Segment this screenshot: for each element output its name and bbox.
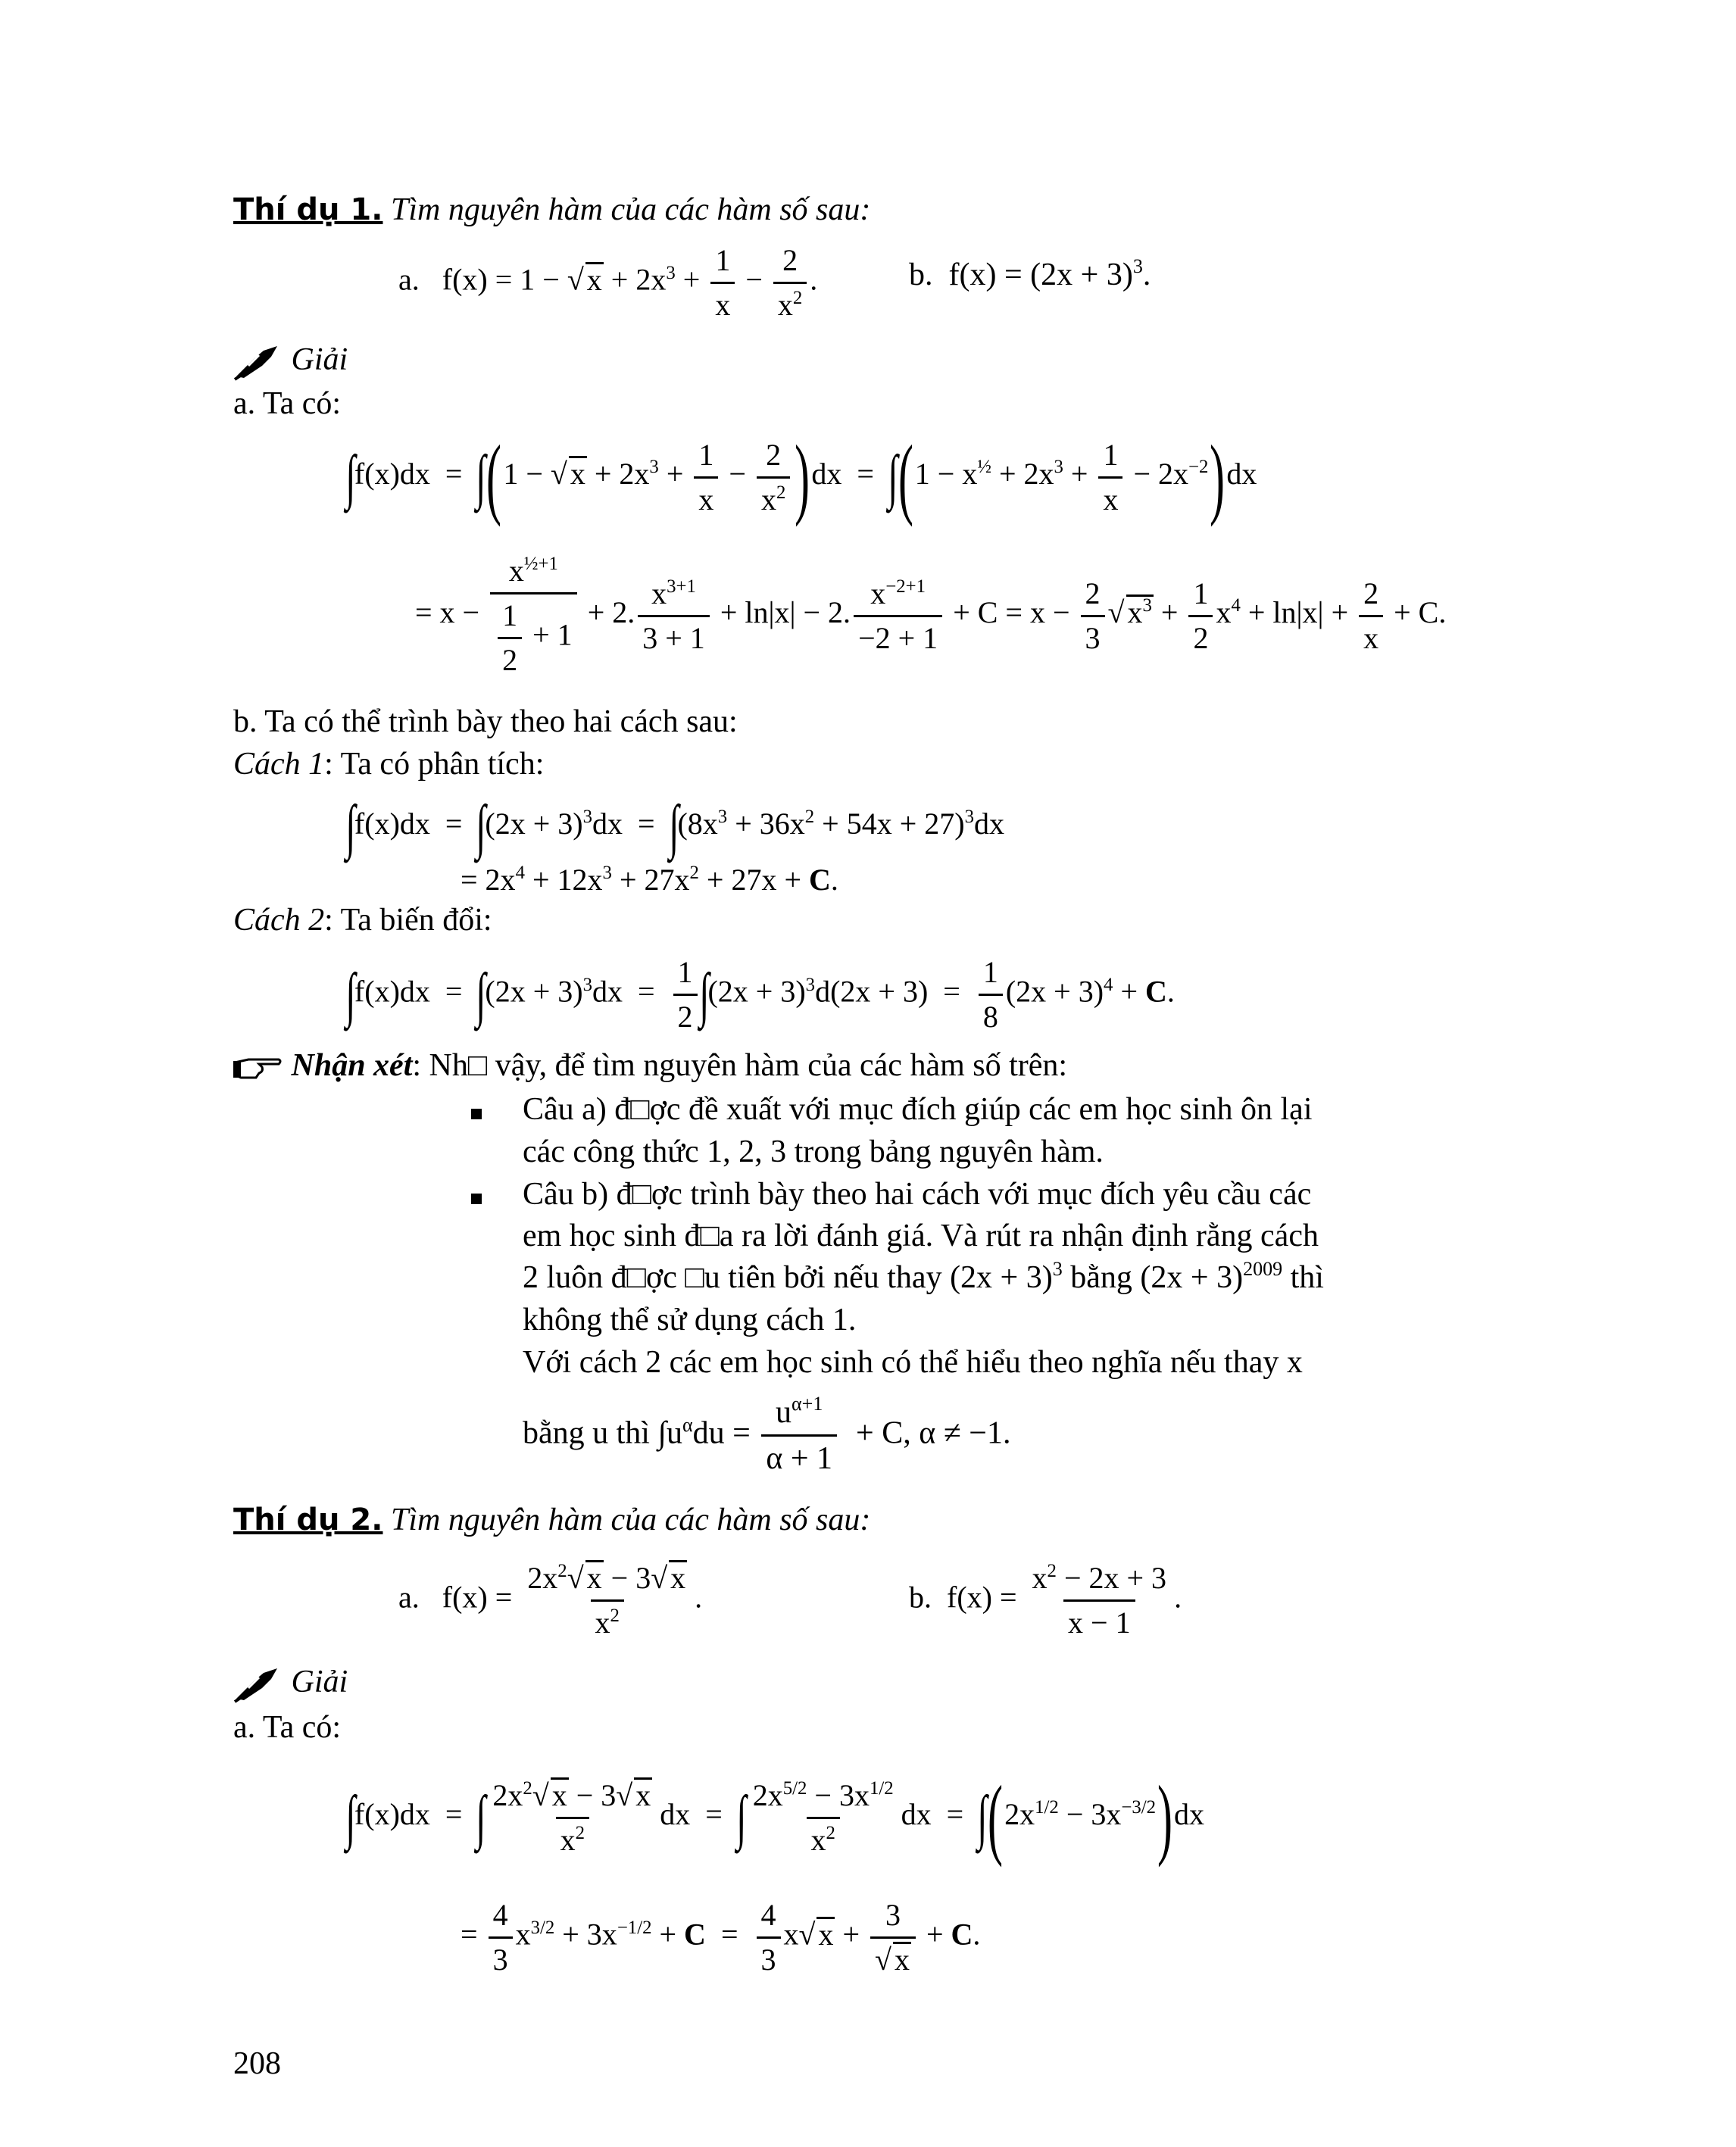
a-intro-2: a. Ta có: <box>233 1710 342 1745</box>
bullet-2 <box>471 1175 482 1213</box>
example1-heading <box>233 191 870 229</box>
cach1-text: : Ta có phân tích: <box>324 747 545 782</box>
solution-label-text: Giải <box>291 1665 348 1699</box>
remark-item2-line4: không thể sử dụng cách 1. <box>523 1303 857 1337</box>
equation-2a-line2: = $\frac{4}{3}$ $x^{3/2} + 3x^{-1/2} + C$ = $\frac{4}{3}$ x√ x + $\frac{3}{√ x}$ + C. <box>461 1898 981 1977</box>
ex2-part-b-label: b. <box>909 1580 932 1615</box>
example1-title: Tìm nguyên hàm của các hàm số sau: <box>390 192 871 227</box>
remark-item2-line2: em học sinh đ□a ra lời đánh giá. Và rút ra nhận định rằng cách <box>523 1219 1319 1253</box>
equation-1a-line1: ∫f(x)dx = ∫(1 − √ $x + 2x^3$ + $\frac{1}{x}$ − $\frac{2}{x^2}$ )$dx = \int(1 - x^{\frac{1}{2}} + 2x^3$ + $\frac{1}{x}$ − $2x^{-2})dx$ <box>345 426 1257 527</box>
cach1-line <box>233 745 544 783</box>
equation-cach2: $\int f(x)dx = \int(2x + 3)^3dx$ = $\frac{1}{2}$ $\int(2x + 3)^3d(2x + 3)$ = $\frac{1}{8}$ $(2x + 3)^4 + C$. <box>345 955 1175 1034</box>
remark-intro: : Nh□ vậy, để tìm nguyên hàm của các hàm số trên: <box>412 1048 1068 1083</box>
remark-line <box>233 1047 1067 1084</box>
part-a-label: a. <box>398 262 420 297</box>
bullet-1 <box>471 1091 482 1128</box>
example2-heading <box>233 1501 870 1539</box>
cach1-label: Cách 1 <box>233 747 325 782</box>
solution2-label <box>233 1663 348 1703</box>
a-intro: a. Ta có: <box>233 386 342 421</box>
remark-item2-line5: Với cách 2 các em học sinh có thể hiểu theo nghĩa nếu thay x <box>523 1345 1303 1380</box>
cach2-text: : Ta biến đổi: <box>324 903 492 938</box>
remark-item1-line2: các công thức 1, 2, 3 trong bảng nguyên hàm. <box>523 1134 1104 1169</box>
example1-tag: Thí dụ 1. <box>233 192 383 227</box>
example1-part-a: a. f(x) = 1 − √ $x + 2x^3$ + $\frac{1}{x}$ − $\frac{2}{x^2}$ . <box>398 243 818 322</box>
example1-part-b: b. $f(x) = (2x + 3)^3$. <box>909 255 1151 292</box>
pointing-hand-icon <box>233 1055 283 1081</box>
remark-label: Nhận xét <box>291 1048 413 1083</box>
equation-1a-line2: = x − $x^{\frac{1}{2}+1}$ $\frac{1}{2}$ + 1 + 2. $\frac{x^{3+1}}{3 + 1}$ + ln|x| − 2. $\frac{x^{-2+1}}{-2 + 1}$ + C = x − $\frac{2}{3}$ √ $x^3$ + $\frac{1}{2}$ $x^4 + \ln|x|$ + $\frac{2}{x}$ + C. <box>415 554 1447 677</box>
remark-item2-line3: 2 luôn đ□ợc □u tiên bởi nếu thay $(2x + 3)^3$ bằng $(2x + 3)^{2009}$ thì <box>523 1258 1324 1295</box>
solution-label-text: Giải <box>291 342 348 377</box>
equation-cach1-line2: = $2x^4 + 12x^3 + 27x^2 + 27x + C$. <box>461 863 838 897</box>
part-b-label: b. <box>909 257 933 292</box>
cach2-label: Cách 2 <box>233 903 325 938</box>
ex2-part-a-label: a. <box>398 1580 420 1615</box>
remark-item1-line1: Câu a) đ□ợc đề xuất với mục đích giúp các em học sinh ôn lại <box>523 1092 1313 1127</box>
page-number: 208 <box>233 2046 281 2081</box>
example2-tag: Thí dụ 2. <box>233 1503 383 1537</box>
remark-item2-line1: Câu b) đ□ợc trình bày theo hai cách với mục đích yêu cầu các <box>523 1177 1312 1212</box>
equation-2a-line1: ∫f(x)dx = ∫ $\frac{2x^2√ x - 3√ x}{x^2}$ dx = ∫ $\frac{2x^{5/2} - 3x^{1/2}}{x^2}$ dx = $\int(2x^{1/2} - 3x^{-3/2})dx$ <box>345 1767 1205 1868</box>
part-b-expr: f(x) = (2x + 3) <box>948 257 1133 292</box>
example2-title: Tìm nguyên hàm của các hàm số sau: <box>390 1503 871 1537</box>
pencil-hand-icon <box>233 343 283 381</box>
example2-part-a: a. f(x) = $\frac{2x^2√ x - 3√ x}{x^2}$ . <box>398 1561 703 1640</box>
pencil-hand-icon <box>233 1665 283 1703</box>
example2-part-b: b. f(x) = $\frac{x^2 - 2x + 3}{x - 1}$ . <box>909 1561 1182 1640</box>
remark-item2-line6: bằng u thì $\int u^\alpha du$ = $\frac{u^{\alpha+1}}{\alpha + 1}$ + C, α ≠ −1. <box>523 1393 1010 1478</box>
cach2-line <box>233 901 492 939</box>
equation-cach1-line1: $\int f(x)dx = \int(2x + 3)^3dx = \int(8x^3 + 36x^2 + 54x + 27)^3dx$ <box>345 794 1005 860</box>
b-intro: b. Ta có thể trình bày theo hai cách sau: <box>233 704 738 739</box>
solution1-label <box>233 341 348 381</box>
